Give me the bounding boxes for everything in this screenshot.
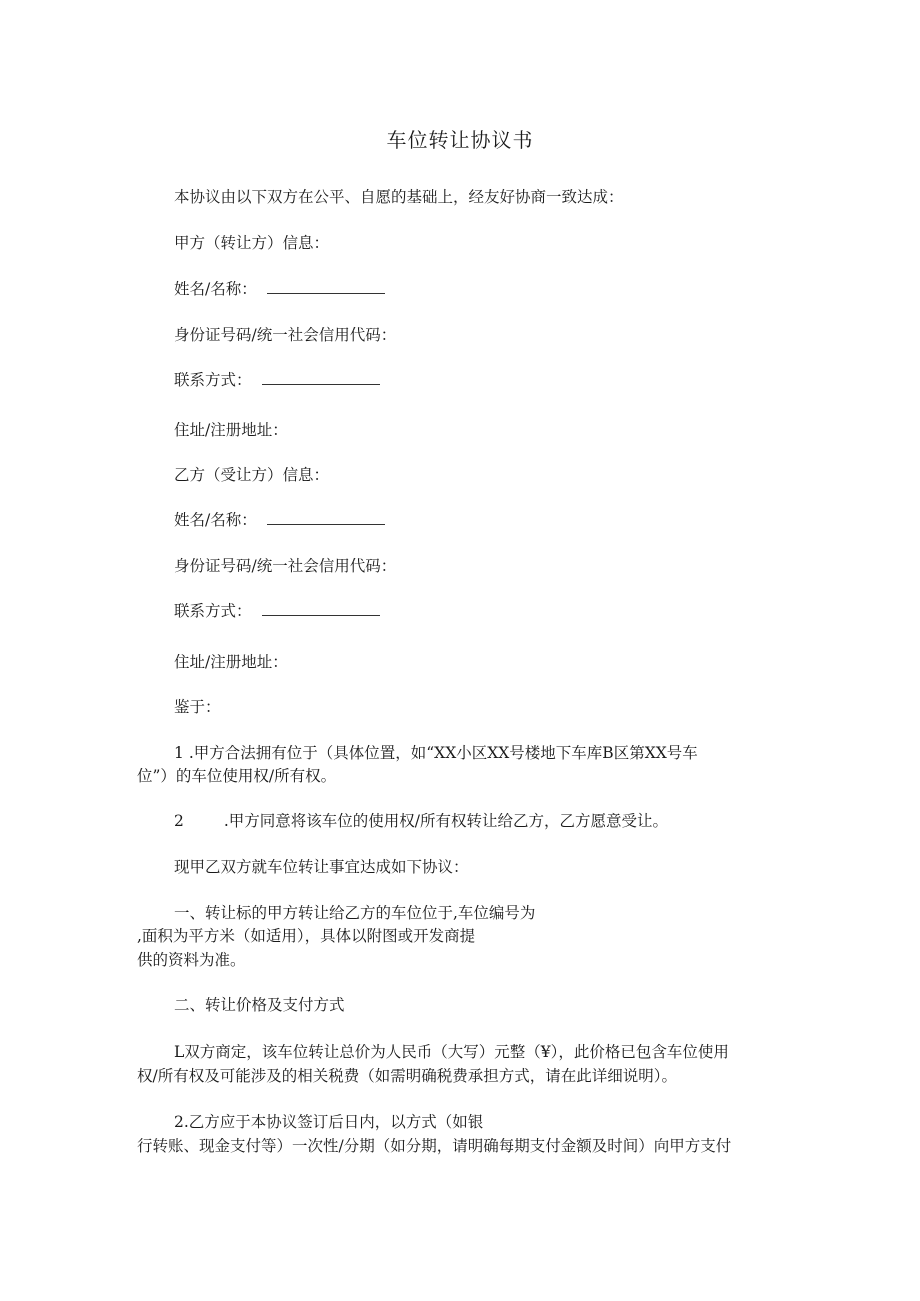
agreement-intro: 现甲乙双方就车位转让事宜达成如下协议： xyxy=(174,858,469,876)
whereas-item-2-text: .甲方同意将该车位的使用权/所有权转让给乙方，乙方愿意受让。 xyxy=(223,812,669,830)
party-b-contact-row xyxy=(174,601,380,621)
party-b-name-blank[interactable] xyxy=(267,510,385,525)
whereas-heading: 鉴于： xyxy=(174,698,221,716)
party-a-name-blank[interactable] xyxy=(267,279,385,294)
party-b-name-row xyxy=(174,510,385,530)
section-2-item-1-line-2: 权/所有权及可能涉及的相关税费（如需明确税费承担方式，请在此详细说明）。 xyxy=(137,1067,677,1085)
section-2-item-1-line-1: L双方商定，该车位转让总价为人民币（大写）元整（¥），此价格已包含车位使用 xyxy=(174,1043,729,1061)
party-a-contact-blank[interactable] xyxy=(262,370,380,385)
party-a-id-label: 身份证号码/统一社会信用代码： xyxy=(174,326,397,344)
party-b-address-label: 住址/注册地址： xyxy=(174,653,288,671)
party-a-heading: 甲方（转让方）信息： xyxy=(174,234,330,252)
party-a-name-row xyxy=(174,279,385,299)
party-a-address-label: 住址/注册地址： xyxy=(174,421,288,439)
party-a-contact-row xyxy=(174,370,380,390)
party-b-name-label: 姓名/名称： xyxy=(174,511,257,529)
whereas-item-2-number: 2 xyxy=(174,812,184,830)
party-b-id-label: 身份证号码/统一社会信用代码： xyxy=(174,557,397,575)
party-a-name-label: 姓名/名称： xyxy=(174,280,257,298)
party-a-contact-label: 联系方式： xyxy=(174,371,252,389)
whereas-item-1-text: .甲方合法拥有位于（具体位置，如“XX小区XX号楼地下车库B区第XX号车 xyxy=(188,744,698,762)
whereas-item-1-line-2: 位”）的车位使用权/所有权。 xyxy=(137,767,337,785)
whereas-item-1-number: 1 xyxy=(174,744,184,762)
party-b-contact-label: 联系方式： xyxy=(174,602,252,620)
party-b-heading: 乙方（受让方）信息： xyxy=(174,466,330,484)
section-1-line-2: ,面积为平方米（如适用），具体以附图或开发商提 xyxy=(137,927,476,945)
document-title: 车位转让协议书 xyxy=(386,128,534,152)
section-1-line-3: 供的资料为准。 xyxy=(137,951,246,969)
section-2-item-2-line-2: 行转账、现金支付等）一次性/分期（如分期，请明确每期支付金额及时间）向甲方支付 xyxy=(137,1137,732,1155)
whereas-item-2 xyxy=(174,811,668,831)
section-2-item-2-line-1: 2.乙方应于本协议签订后日内，以方式（如银 xyxy=(174,1113,484,1131)
section-2-heading: 二、转让价格及支付方式 xyxy=(174,996,345,1014)
whereas-item-1-line-1 xyxy=(174,743,698,763)
section-1-line-1: 一、转让标的甲方转让给乙方的车位位于,车位编号为 xyxy=(174,904,536,922)
party-b-contact-blank[interactable] xyxy=(262,601,380,616)
intro-paragraph: 本协议由以下双方在公平、自愿的基础上，经友好协商一致达成： xyxy=(174,188,624,206)
